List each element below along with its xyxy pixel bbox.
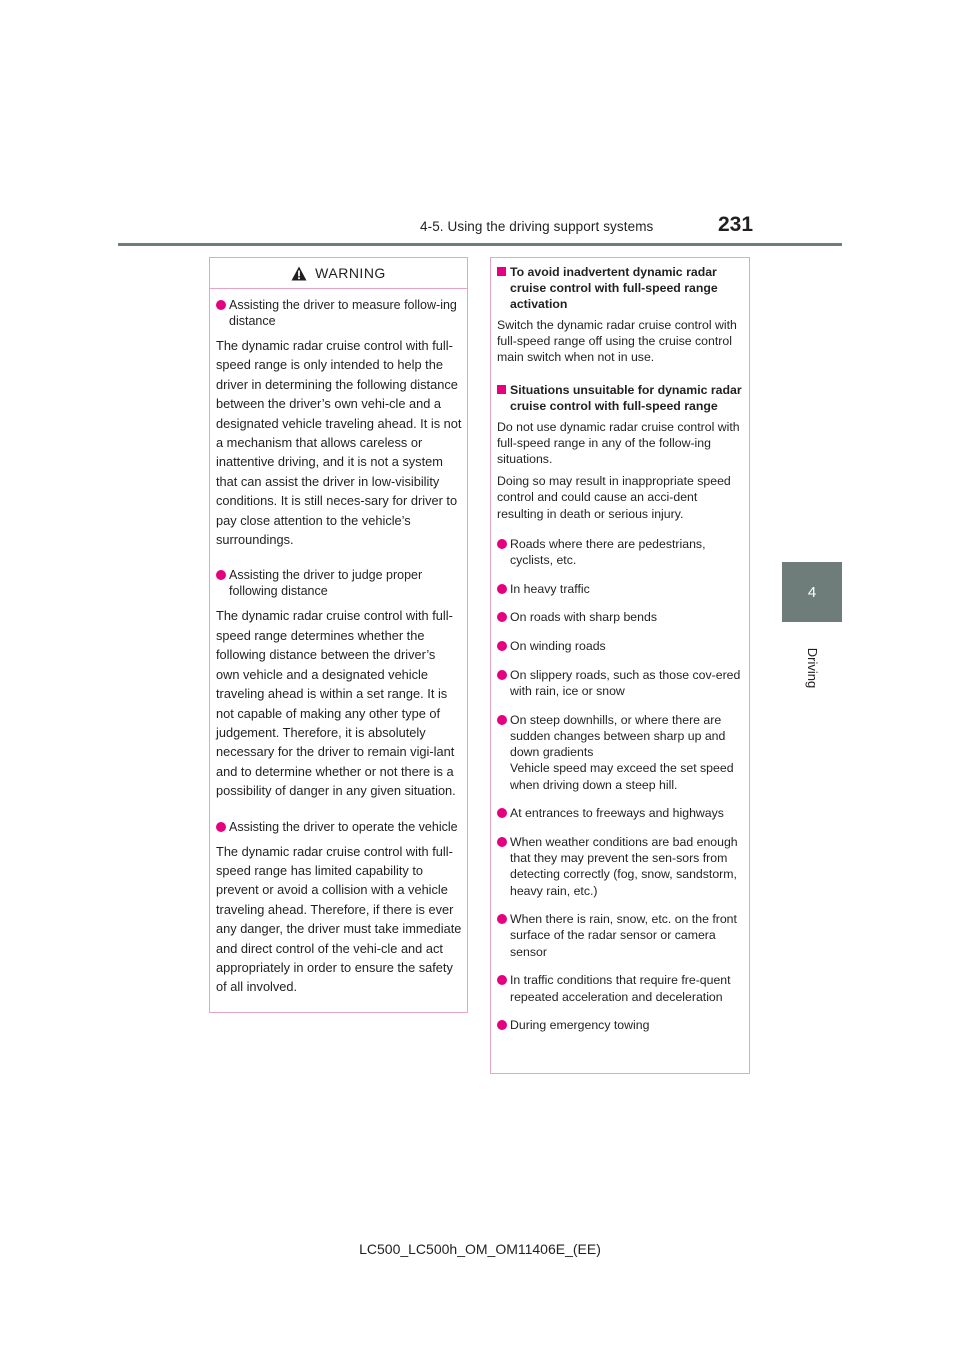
footer-doc-code: LC500_LC500h_OM_OM11406E_(EE) <box>359 1241 601 1257</box>
warning-bullet-text: Assisting the driver to measure follow-ing distance <box>229 298 457 328</box>
warning-header <box>210 258 467 289</box>
list-item-text: Roads where there are pedestrians, cyclists, etc. <box>510 536 706 568</box>
bullet-dot-icon <box>216 570 226 580</box>
chapter-label: Driving <box>805 647 820 689</box>
list-item <box>497 834 745 899</box>
info-box <box>490 257 750 1074</box>
chapter-tab: 4 <box>782 562 842 622</box>
header-rule <box>118 243 842 246</box>
list-item <box>497 638 745 654</box>
square-bullet-icon <box>497 385 506 394</box>
bullet-dot-icon <box>497 670 507 680</box>
list-item-text: When there is rain, snow, etc. on the front surface of the radar sensor or camera sensor <box>510 912 737 959</box>
list-item-text: In traffic conditions that require fre-quent repeated acceleration and deceleration <box>510 973 731 1004</box>
section-heading-text: Situations unsuitable for dynamic radar cruise control with full-speed range <box>510 382 742 413</box>
list-item-text: When weather conditions are bad enough that they may prevent the sen-sors from detecting correctly (fog, snow, sandstorm, heavy rain, etc.) <box>510 834 738 898</box>
list-item <box>497 911 745 960</box>
section-title: 4-5. Using the driving support systems <box>420 219 654 234</box>
info-paragraph: Switch the dynamic radar cruise control with full-speed range off using the cruise control main switch when not in use. <box>497 318 737 365</box>
bullet-dot-icon <box>497 914 507 924</box>
page-number: 231 <box>718 213 754 236</box>
bullet-dot-icon <box>497 715 507 725</box>
warning-bullet <box>216 297 462 329</box>
list-item-text: On slippery roads, such as those cov-ered with rain, ice or snow <box>510 667 741 699</box>
list-item-text: In heavy traffic <box>510 581 590 596</box>
list-item-text: During emergency towing <box>510 1018 650 1033</box>
warning-bullet <box>216 819 462 835</box>
info-body <box>491 258 749 1034</box>
list-item-text: On steep downhills, or where there are sudden changes between sharp up and down gradients <box>510 712 726 760</box>
info-paragraph: Do not use dynamic radar cruise control with full-speed range in any of the follow-ing situations. <box>497 419 740 467</box>
warning-bullet-text: Assisting the driver to judge proper following distance <box>229 568 423 599</box>
list-item-text: On roads with sharp bends <box>510 610 657 625</box>
bullet-dot-icon <box>497 837 507 847</box>
warning-paragraph: The dynamic radar cruise control with full-speed range determines whether the following distance between the driver’s own vehicle and a designated vehicle traveling ahead is within a set range. It is not capable of making any other type of judgement. Therefore, it is absolutely necessary for the driver to remain vigi-lant and to determine whether or not there is a possibility of danger in any given situation. <box>216 608 456 799</box>
square-bullet-icon <box>497 267 506 276</box>
warning-bullet <box>216 567 462 599</box>
list-item <box>497 805 745 821</box>
bullet-dot-icon <box>497 1020 507 1030</box>
list-item-note: Vehicle speed may exceed the set speed when driving down a steep hill. <box>510 761 734 792</box>
section-heading-text: To avoid inadvertent dynamic radar cruise control with full-speed range activation <box>510 265 718 311</box>
list-item <box>497 972 745 1004</box>
list-item <box>497 712 745 793</box>
bullet-dot-icon <box>497 641 507 651</box>
section-heading <box>497 382 745 414</box>
list-item-text: On winding roads <box>510 639 606 654</box>
bullet-dot-icon <box>497 808 507 818</box>
warning-body <box>210 289 467 997</box>
warning-paragraph: The dynamic radar cruise control with full-speed range has limited capability to prevent or avoid a collision with a vehicle traveling ahead. Therefore, if there is ever any danger, the driver must take immediate and direct control of the vehi-cle and act appropriately in order to ensure the safety of all involved. <box>216 843 462 995</box>
warning-box <box>209 257 468 1013</box>
bullet-dot-icon <box>216 300 226 310</box>
list-item <box>497 536 745 568</box>
warning-paragraph: The dynamic radar cruise control with full-speed range is only intended to help the driver in determining the following distance between the driver’s own vehi-cle and a designated vehicle traveling ahead. It is not a mechanism that allows careless or inattentive driving, and it is not a system that can assist the driver in low-visibility conditions. It is still neces-sary for driver to pay close attention to the vehicle’s surroundings. <box>216 338 462 548</box>
list-item <box>497 581 745 597</box>
section-heading <box>497 264 745 312</box>
warning-title: WARNING <box>315 265 386 281</box>
info-paragraph: Doing so may result in inappropriate speed control and could cause an acci-dent resulting in death or serious injury. <box>497 474 731 521</box>
bullet-dot-icon <box>497 584 507 594</box>
list-item <box>497 667 745 699</box>
list-item-text: At entrances to freeways and highways <box>510 806 724 821</box>
warning-bullet-text: Assisting the driver to operate the vehicle <box>229 819 458 834</box>
bullet-dot-icon <box>497 539 507 549</box>
bullet-dot-icon <box>216 822 226 832</box>
bullet-dot-icon <box>497 975 507 985</box>
warning-triangle-icon <box>291 266 307 281</box>
bullet-dot-icon <box>497 612 507 622</box>
list-item <box>497 609 745 625</box>
list-item <box>497 1017 745 1033</box>
